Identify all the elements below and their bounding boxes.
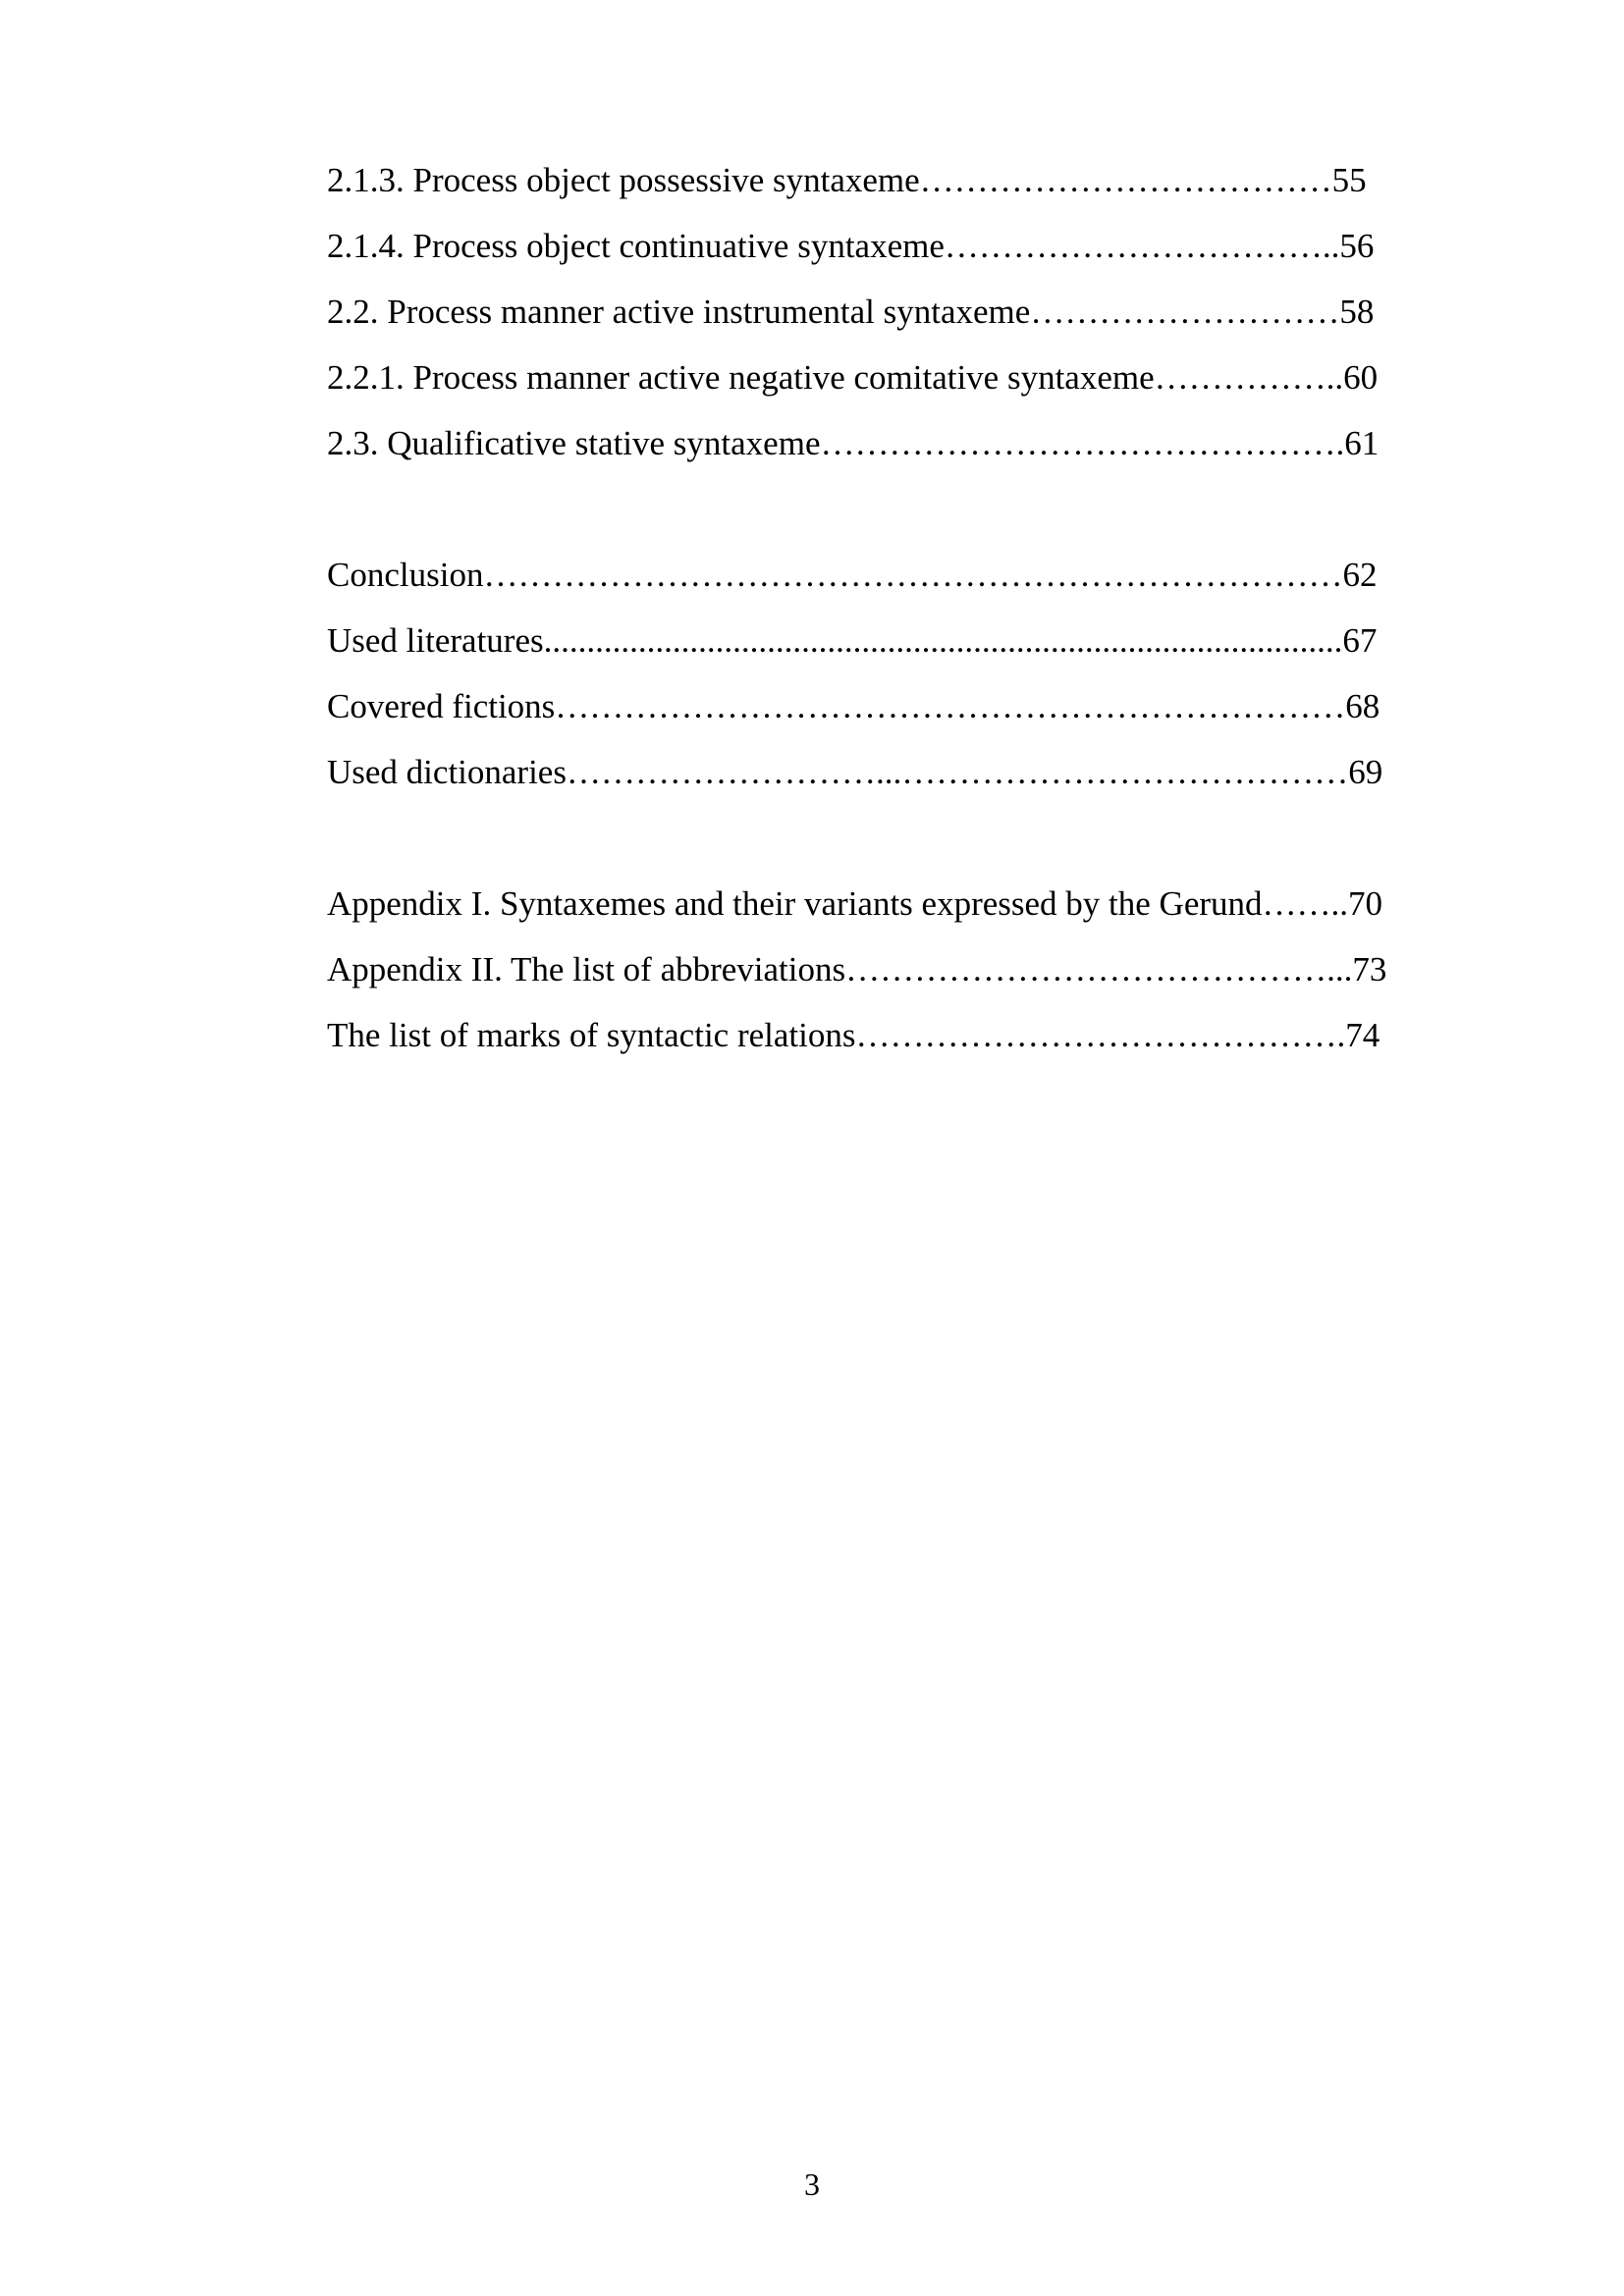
toc-entry-covered-fictions: Covered fictions……………………………………………………………68 — [327, 687, 1380, 725]
toc-entry-2-3: 2.3. Qualificative stative syntaxeme……………………………………….61 — [327, 424, 1380, 462]
toc-entry-2-2: 2.2. Process manner active instrumental syntaxeme………………………58 — [327, 293, 1375, 331]
toc-entry-2-2-1: 2.2.1. Process manner active negative comitative syntaxeme……………..60 — [327, 358, 1379, 397]
toc-section-appendices — [327, 871, 1544, 1068]
page-number: 3 — [804, 2166, 820, 2202]
table-of-contents — [327, 147, 1544, 1068]
toc-entry-appendix-2: Appendix II. The list of abbreviations……………………………………...73 — [327, 950, 1387, 988]
toc-entry-used-literatures: Used literatures.............................................................................................67 — [327, 621, 1378, 660]
toc-entry-appendix-1: Appendix I. Syntaxemes and their variants expressed by the Gerund……..70 — [327, 884, 1383, 923]
toc-entry-marks-list: The list of marks of syntactic relations…………………………………….74 — [327, 1016, 1380, 1054]
toc-entry-2-1-3: 2.1.3. Process object possessive syntaxeme………………………………55 — [327, 161, 1367, 199]
toc-section-back-matter — [327, 542, 1544, 805]
toc-entry-used-dictionaries: Used dictionaries………………………...…………………………………69 — [327, 753, 1383, 791]
toc-section-chapter-2 — [327, 147, 1544, 476]
toc-entry-conclusion: Conclusion…………………………………………………………………62 — [327, 556, 1378, 594]
toc-entry-2-1-4: 2.1.4. Process object continuative syntaxeme……………………………..56 — [327, 227, 1375, 265]
